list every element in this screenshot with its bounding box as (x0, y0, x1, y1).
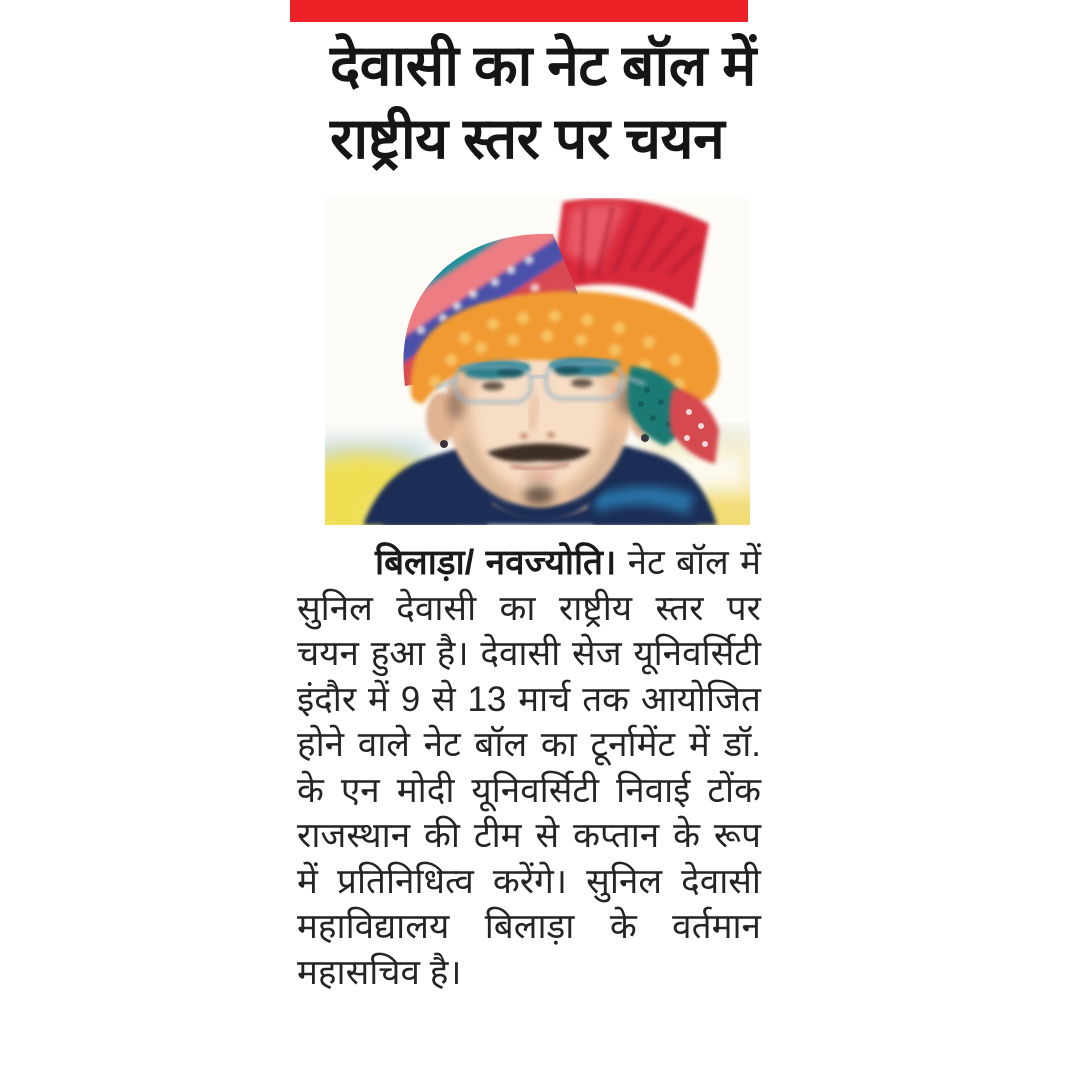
headline (330, 30, 756, 176)
left-earring (440, 440, 448, 448)
dateline: बिलाड़ा/ नवज्योति। (375, 543, 617, 582)
article-body (297, 540, 761, 995)
turban-portrait-illustration (325, 198, 750, 525)
headline-line1: देवासी का नेट बॉल में (330, 34, 756, 98)
portrait-photo (325, 198, 750, 525)
left-eye (482, 382, 504, 391)
headline-line2: राष्ट्रीय स्तर पर चयन (330, 107, 725, 171)
right-eye (571, 379, 593, 388)
chin-beard (524, 485, 554, 505)
lower-lip (522, 471, 556, 481)
red-top-bar (290, 0, 748, 22)
body-text-content: नेट बॉल में सुनिल देवासी का राष्ट्रीय स्तर पर चयन हुआ है। देवासी सेज यूनिवर्सिटी इंदौर में 9 से 13 मार्च तक आयोजित होने वाले नेट बॉल का टूर्नामेंट में डॉ. के एन मोदी यूनिवर्सिटी निवाई टोंक राजस्थान की टीम से कप्तान के रूप में प्रतिनिधित्व करेंगे। सुनिल देवासी महाविद्यालय बिलाड़ा के वर्तमान महासचिव है। (297, 543, 762, 992)
